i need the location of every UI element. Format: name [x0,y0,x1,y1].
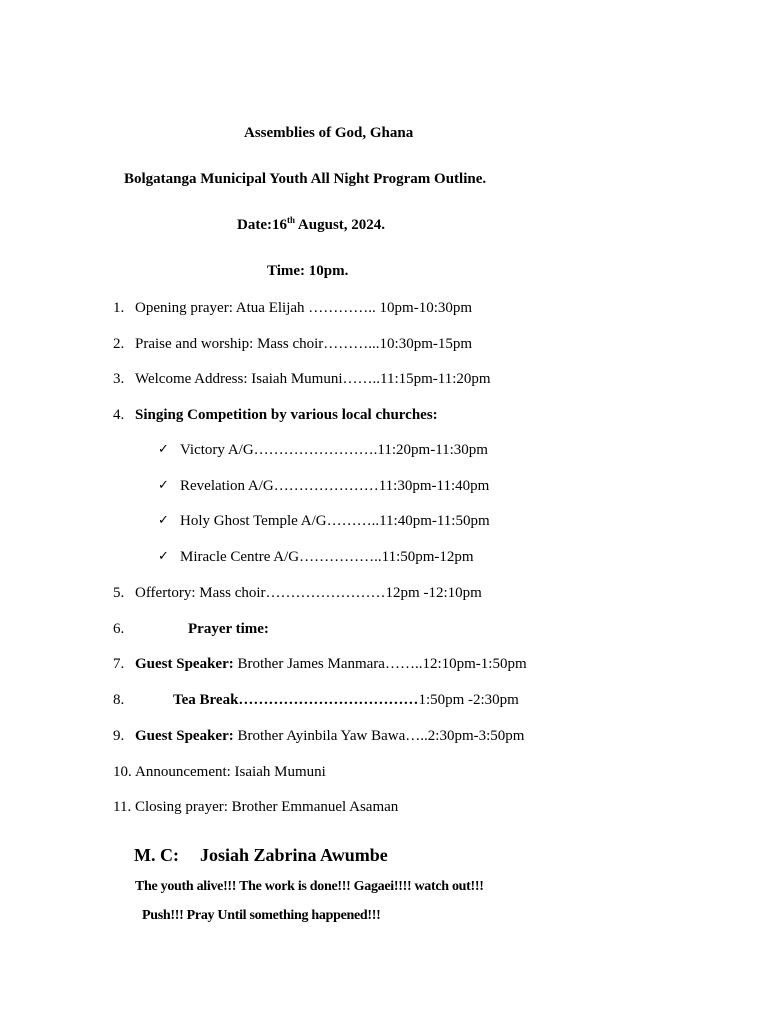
item-text: Closing prayer: Brother Emmanuel Asaman [135,799,399,815]
item-detail: Brother Ayinbila Yaw Bawa…..2:30pm-3:50pm [233,728,525,744]
slogan-line: Push!!! Pray Until something happened!!! [142,908,381,923]
date-suffix: August, 2024. [295,217,386,233]
item-number: 2. [113,336,125,352]
item-text: Welcome Address: Isaiah Mumuni……..11:15pm-11:20pm [135,371,491,387]
item-number: 4. [113,407,125,423]
competition-item: Victory A/G…………………….11:20pm-11:30pm [180,442,488,458]
item-text: Offertory: Mass choir……………………12pm -12:10pm [135,585,482,601]
org-title: Assemblies of God, Ghana [244,125,414,141]
item-text: Announcement: Isaiah Mumuni [135,764,326,780]
checkmark-icon: ✓ [158,513,169,528]
item-number: 1. [113,300,125,316]
item-text [135,655,527,673]
item-text: Prayer time: [188,621,269,637]
item-number: 6. [113,621,125,637]
item-text: Opening prayer: Atua Elijah ………….. 10pm-10:30pm [135,300,473,316]
program-time: Time: 10pm. [267,263,349,279]
item-detail: Brother James Manmara……..12:10pm-1:50pm [233,656,527,672]
slogan-line: The youth alive!!! The work is done!!! Gagaei!!!! watch out!!! [135,879,484,894]
date-prefix: Date:16 [237,217,287,233]
competition-item: Holy Ghost Temple A/G………..11:40pm-11:50pm [180,513,490,529]
program-title: Bolgatanga Municipal Youth All Night Program Outline. [124,171,487,187]
item-number: 5. [113,585,125,601]
mc-name: Josiah Zabrina Awumbe [200,845,388,865]
item-number: 10. [113,764,132,780]
item-text [173,691,519,709]
item-detail: 1:50pm -2:30pm [418,692,519,708]
item-number: 9. [113,728,125,744]
mc-label: M. C: [134,845,179,865]
item-text: Praise and worship: Mass choir………...10:30pm-15pm [135,336,473,352]
item-bold-label: Tea Break……………………………… [173,692,419,708]
item-number: 7. [113,656,125,672]
item-text [135,727,524,745]
item-bold-label: Guest Speaker: [135,656,234,672]
item-text: Singing Competition by various local churches: [135,407,438,423]
checkmark-icon: ✓ [158,478,169,493]
item-bold-label: Guest Speaker: [135,728,234,744]
checkmark-icon: ✓ [158,549,169,564]
program-date [237,216,385,234]
date-ordinal: th [286,215,295,225]
checkmark-icon: ✓ [158,442,169,457]
item-number: 8. [113,692,125,708]
item-number: 3. [113,371,125,387]
item-number: 11. [113,799,132,815]
competition-item: Revelation A/G…………………11:30pm-11:40pm [180,478,490,494]
competition-item: Miracle Centre A/G……………..11:50pm-12pm [180,549,474,565]
